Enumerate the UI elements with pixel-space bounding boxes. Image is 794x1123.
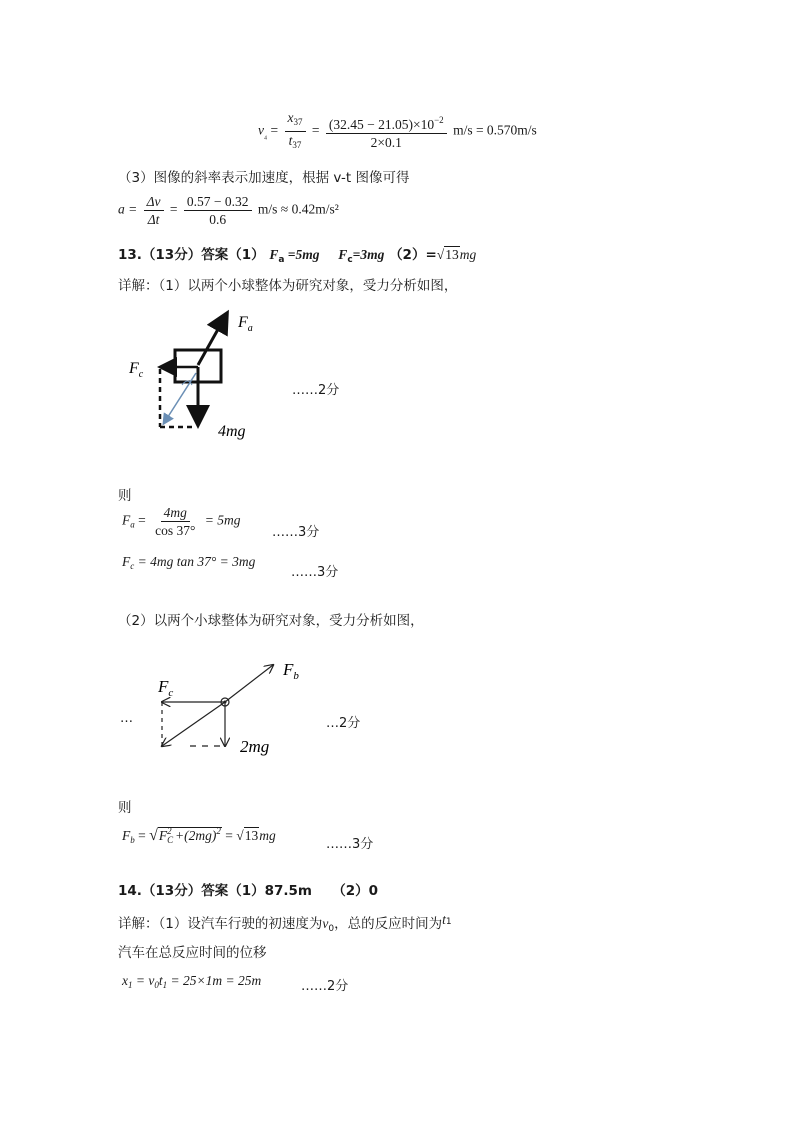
therefore-1: 则 [118, 488, 132, 504]
x1-equation: $x_1 = v_0t_1 = 25\times 1m = 25m$ [122, 973, 262, 990]
q13-heading: 13.（13分）答案（1） $F_a =5mg$ $F_c=3mg$ （2）=√13mg [118, 247, 477, 265]
resultant-arrow-2 [162, 702, 225, 746]
fb-equation: $F_b = √F_C^2 +(2mg)^2 = √13mg$ [122, 826, 276, 845]
x1-score: ……2分 [301, 979, 349, 994]
fa-equation: $F_a$ = $\frac{4mg}{\cos 37^\circ}$ = 5mg [122, 505, 241, 538]
velocity-equation: $v_{_4}$ = $\frac{x_{37}}{t_{37}}$ = $\frac{(32.45 - 21.05)\times 10^{-2}}{2\times 0.1}$ m/s = 0.570m/s [258, 110, 537, 153]
fa-score: ……3分 [272, 525, 320, 540]
svg-text:Fc: $F_c$ [129, 360, 144, 380]
fb-score: ……3分 [326, 837, 374, 852]
fb-arrow [225, 665, 273, 702]
fig2-dots: … [120, 711, 133, 726]
fig2-score: …2分 [326, 716, 361, 731]
svg-text:2mg: 2mg [240, 737, 270, 756]
therefore-2: 则 [118, 800, 132, 816]
fc-score: ……3分 [291, 565, 339, 580]
detail-1-text: 详解：（1）以两个小球整体为研究对象，受力分析如图， [118, 278, 458, 294]
acceleration-equation: a = $\frac{\Delta v}{\Delta t}$ = $\frac{0.57 - 0.32}{0.6}$ m/s ≈ 0.42m/s² [118, 194, 339, 227]
fraction-displacement: $\frac{(32.45 - 21.05)\times 10^{-2}}{2\times 0.1}$ [326, 113, 447, 150]
q14-heading: 14.（13分）答案（1）87.5m （2）0 [118, 883, 379, 899]
fig1-score: ……2分 [292, 383, 340, 398]
part2-text: （2）以两个小球整体为研究对象，受力分析如图， [118, 613, 424, 629]
displacement-text: 汽车在总反应时间的位移 [118, 945, 267, 961]
svg-text:Fc: $F_c$ [158, 677, 174, 699]
part3-text: （3）图像的斜率表示加速度，根据 v-t 图像可得 [118, 170, 410, 186]
detail-14-text: 详解：（1）设汽车行驶的初速度为$v_0$，总的反应时间为$t^1$ [118, 912, 452, 934]
fraction-x-over-t: $\frac{x_{37}}{t_{37}}$ [285, 110, 306, 153]
svg-text:4mg: 4mg [218, 423, 246, 440]
svg-text:Fa: $F_a$ [238, 314, 253, 334]
fc-equation: $F_c = 4mg$ tan 37° = 3mg [122, 554, 256, 571]
force-diagram-1 [120, 305, 300, 455]
force-diagram-2 [150, 650, 320, 760]
svg-text:Fb: $F_b$ [283, 660, 299, 682]
